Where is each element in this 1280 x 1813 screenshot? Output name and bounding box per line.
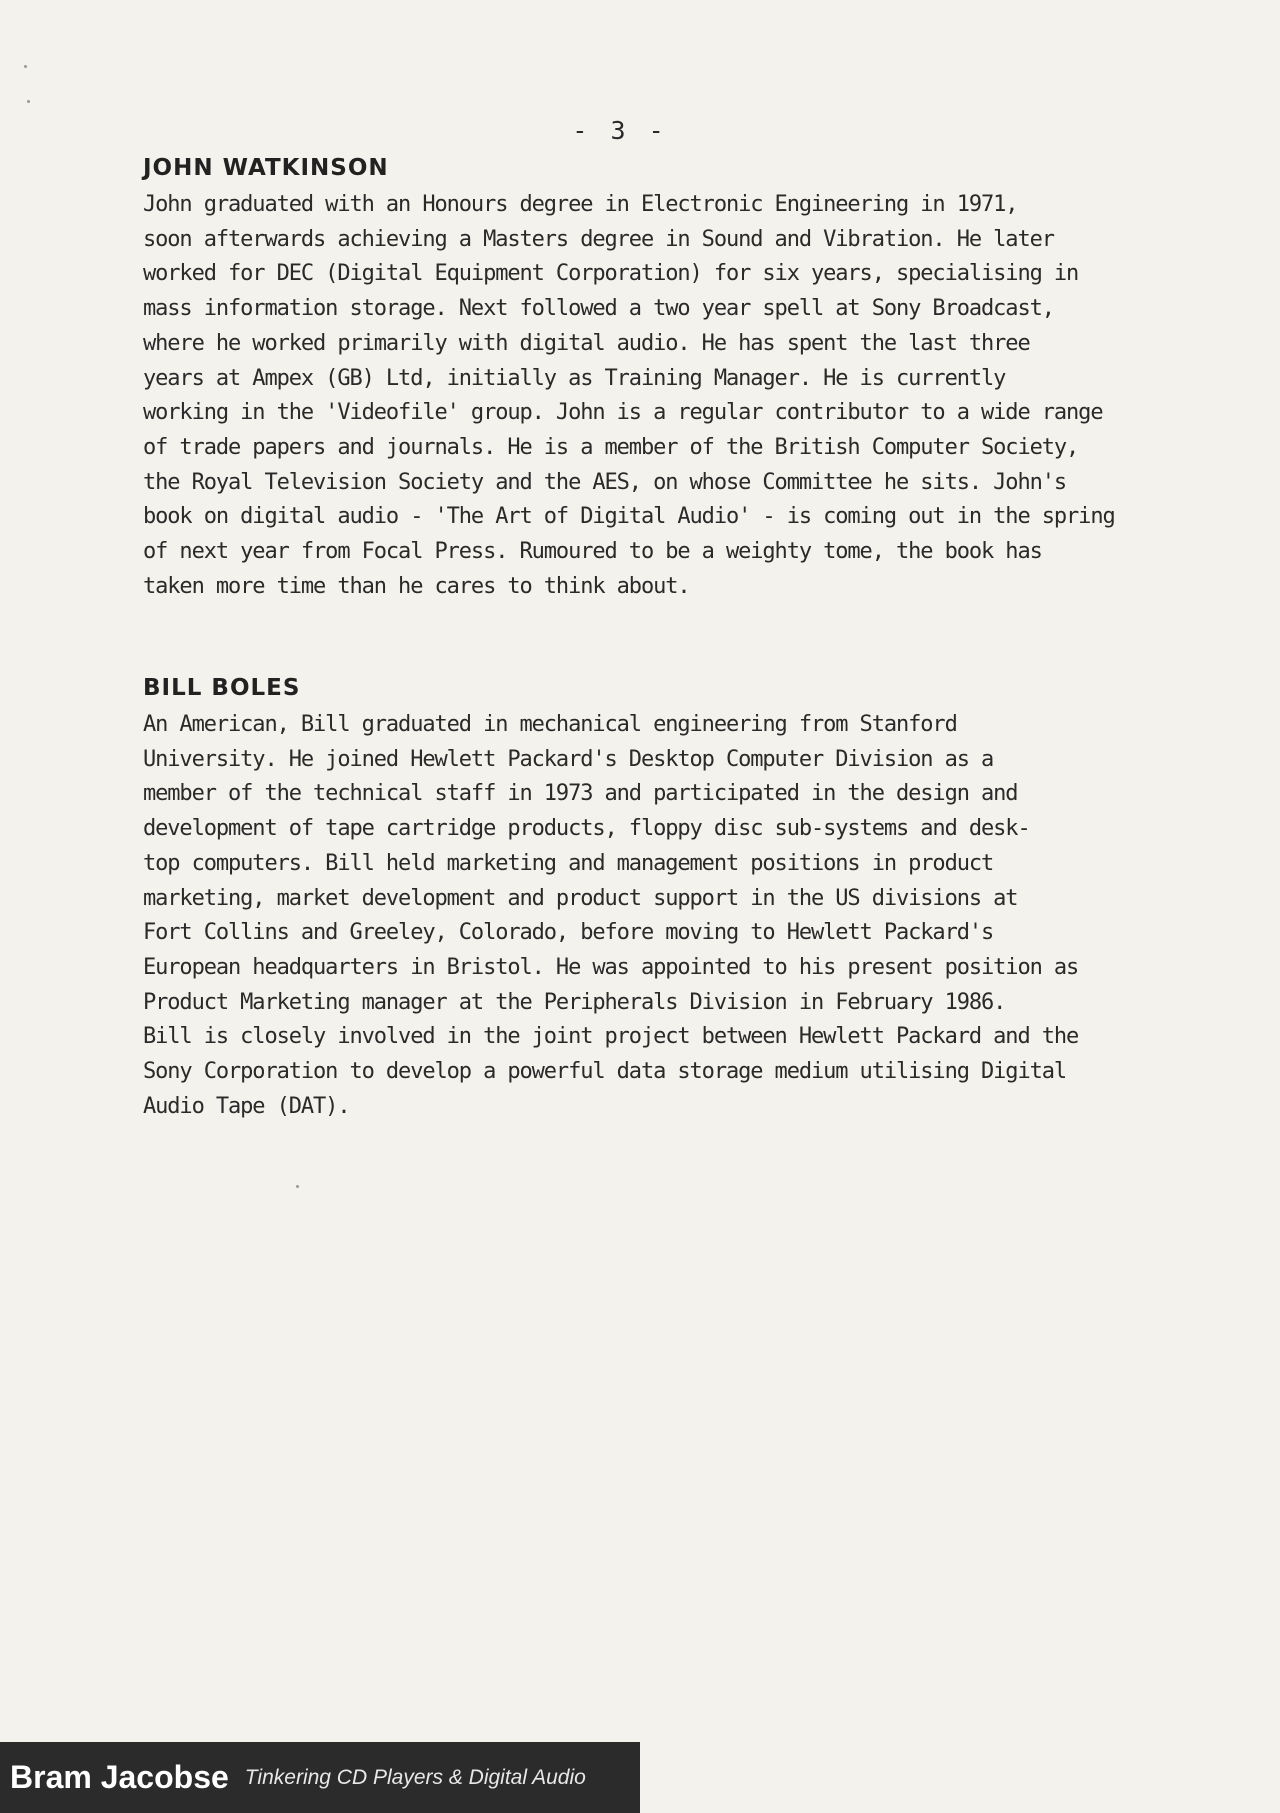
watermark-banner — [0, 1742, 640, 1813]
bio-text: John graduated with an Honours degree in Electronic Engineering in 1971, soon afterwards achieving a Masters degree in Sound and Vibration. He later worked for DEC (Digital Equipment Corporation) for six years, specialising in mass information storage. Next followed a two year spell at Sony Broadcast, where he worked primarily with digital audio. He has spent the last three years at Ampex (GB) Ltd, initially as Training Manager. He is currently working in the 'Videofile' group. John is a regular contributor to a wide range of trade papers and journals. He is a member of the British Computer Society, the Royal Television Society and the AES, on whose Committee he sits. John's book on digital audio - 'The Art of Digital Audio' - is coming out in the spring of next year from Focal Press. Rumoured to be a weighty tome, the book has taken more time than he cares to think about. — [143, 192, 1115, 599]
bio-heading: JOHN WATKINSON — [143, 155, 389, 181]
bio-john-watkinson — [143, 150, 1143, 604]
bio-heading: BILL BOLES — [143, 675, 301, 701]
watermark-tagline: Tinkering CD Players & Digital Audio — [244, 1765, 586, 1789]
paper-speck — [24, 65, 27, 68]
watermark-name: Bram Jacobse — [10, 1759, 229, 1795]
bio-bill-boles — [143, 670, 1143, 1124]
paper-speck — [296, 1185, 299, 1188]
bio-text: An American, Bill graduated in mechanical engineering from Stanford University. He joined Hewlett Packard's Desktop Computer Division as a member of the technical staff in 1973 and participated in the design and development of tape cartridge products, floppy disc sub-systems and desk- top computers. Bill held marketing and management positions in product marketing, market development and product support in the US divisions at Fort Collins and Greeley, Colorado, before moving to Hewlett Packard's European headquarters in Bristol. He was appointed to his present position as Product Marketing manager at the Peripherals Division in February 1986. Bill is closely involved in the joint project between Hewlett Packard and the Sony Corporation to develop a powerful data storage medium utilising Digital Audio Tape (DAT). — [143, 712, 1079, 1119]
paper-speck — [27, 100, 30, 103]
page-number: - 3 - — [572, 116, 668, 145]
